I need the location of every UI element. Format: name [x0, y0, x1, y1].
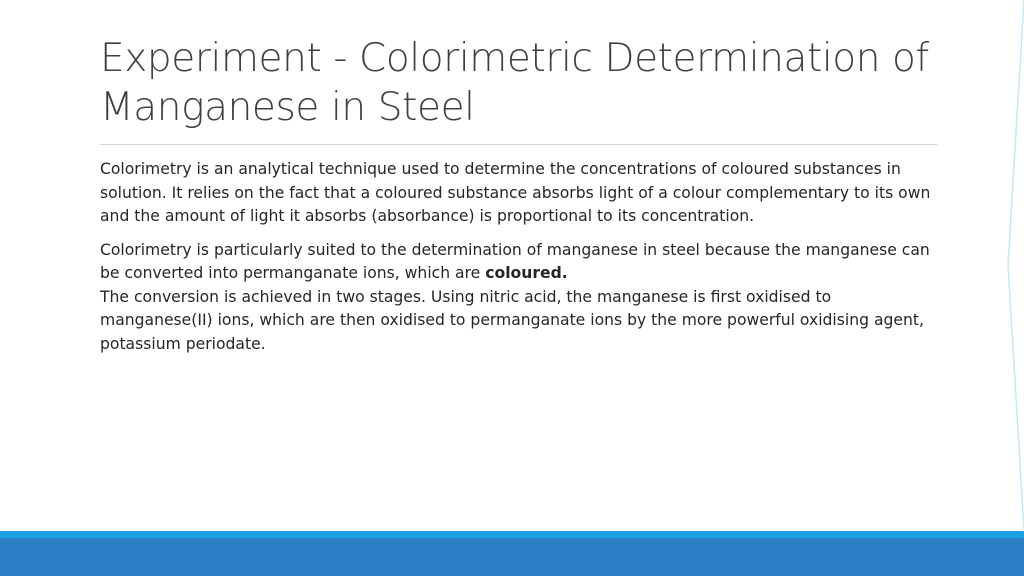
paragraph-conversion-stages: The conversion is achieved in two stages. Using nitric acid, the manganese is first oxidised to manganese(II) ions, which are then oxidised to permanganate ions by the more powerful oxidising agent, potassium periodate.: [100, 287, 924, 353]
chevron-decoration: [1000, 0, 1024, 530]
emphasis-coloured: coloured.: [485, 264, 568, 282]
paragraph-manganese-suitability: [100, 239, 940, 286]
footer-band: [0, 538, 1024, 576]
slide-body: [100, 158, 940, 364]
slide-title: Experiment - Colorimetric Determination of Manganese in Steel: [100, 36, 929, 130]
footer-accent-stripe: [0, 531, 1024, 538]
paragraph-colorimetry-definition: Colorimetry is an analytical technique used to determine the concentrations of coloured substances in solution. It relies on the fact that a coloured substance absorbs light of a colour complementary to its own and the amount of light it absorbs (absorbance) is proportional to its concentration.: [100, 160, 931, 225]
title-divider: [100, 144, 938, 145]
paragraph-manganese-text: Colorimetry is particularly suited to the determination of manganese in steel because the manganese can be converted into permanganate ions, which are: [100, 240, 930, 282]
